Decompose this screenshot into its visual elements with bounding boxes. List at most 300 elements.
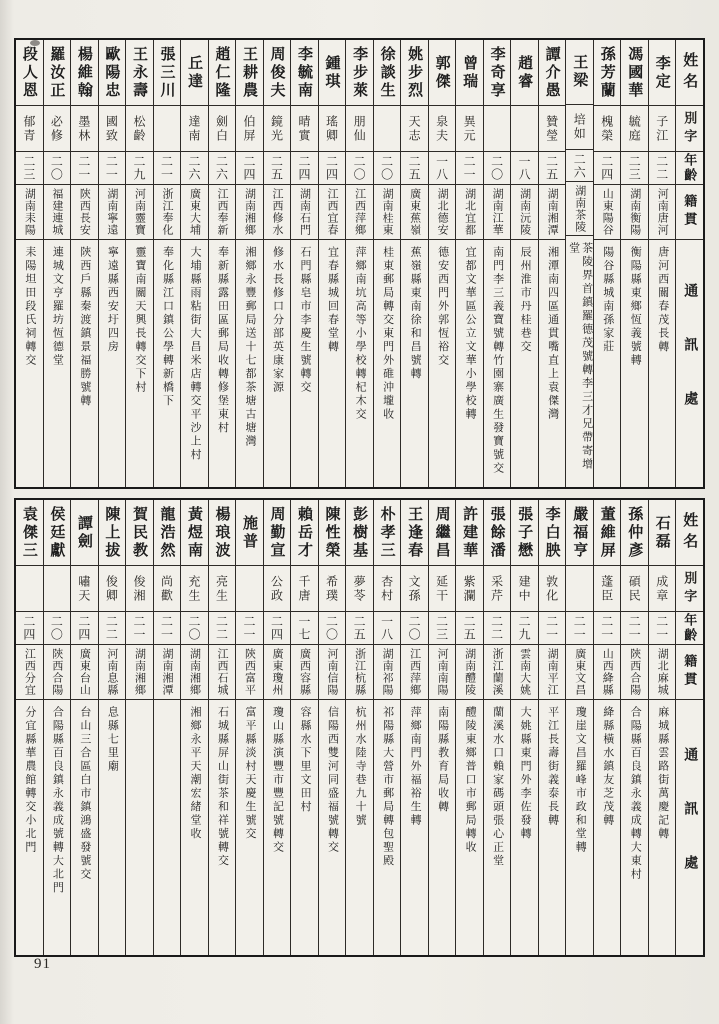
courtesy-name-cell: 毓庭	[621, 106, 648, 152]
native-place-cell: 河南南陽	[429, 645, 456, 700]
name-cell: 周繼昌	[429, 500, 456, 566]
person-column	[43, 500, 71, 955]
age-cell: 一八	[429, 152, 456, 185]
age-cell: 二一	[539, 612, 566, 645]
name-cell: 李奇享	[484, 40, 511, 106]
native-place-cell: 陝西長安	[71, 185, 98, 240]
native-place-cell: 湖南湘鄉	[181, 645, 208, 700]
courtesy-name-cell: 贊瑩	[539, 106, 566, 152]
native-place-cell: 浙江蘭溪	[484, 645, 511, 700]
person-column	[620, 500, 648, 955]
courtesy-name-cell: 公政	[264, 566, 291, 612]
address-cell: 石城縣屏山街茶和祥號轉交	[216, 706, 229, 868]
address-cell: 修水長修口分部英康家源	[271, 246, 284, 395]
courtesy-name-cell: 培如	[566, 105, 593, 150]
header-column	[675, 40, 703, 487]
column-header-age: 年齡	[676, 152, 703, 185]
name-cell: 姚步烈	[401, 40, 428, 106]
native-place-cell: 山東陽谷	[594, 185, 621, 240]
person-column	[510, 40, 538, 487]
courtesy-name-cell: 敦化	[539, 566, 566, 612]
courtesy-name-cell: 國致	[99, 106, 126, 152]
person-column	[208, 40, 236, 487]
address-cell: 寧遠縣西安圩四房	[106, 246, 119, 354]
person-column	[345, 40, 373, 487]
person-column	[538, 40, 566, 487]
courtesy-name-cell	[511, 106, 538, 152]
courtesy-name-cell: 伯屏	[236, 106, 263, 152]
courtesy-name-cell: 紫瀾	[456, 566, 483, 612]
column-header-name: 姓名	[676, 500, 703, 566]
address-cell: 瓊崖文昌羅峰市政和堂轉	[574, 706, 587, 855]
native-place-cell: 湖南湘潭	[539, 185, 566, 240]
address-cell: 大埔縣雨粘街大昌米店轉交平沙上村	[188, 246, 201, 462]
address-cell: 瓊山縣演豐市豐記號轉交	[271, 706, 284, 855]
address-cell: 南陽縣教育局收轉	[436, 706, 449, 814]
address-cell: 蕉嶺縣東南徐和昌號轉	[409, 246, 422, 381]
courtesy-name-cell	[484, 106, 511, 152]
name-cell: 譚劍	[71, 500, 98, 566]
address-cell: 平江長壽街義泰長轉	[546, 706, 559, 828]
courtesy-name-cell: 子江	[649, 106, 676, 152]
age-cell: 二四	[236, 152, 263, 185]
native-place-cell: 廣東大埔	[181, 185, 208, 240]
courtesy-name-cell: 杏村	[374, 566, 401, 612]
native-place-cell: 廣東文昌	[566, 645, 593, 700]
native-place-cell: 湖南衡陽	[621, 185, 648, 240]
age-cell: 二一	[621, 612, 648, 645]
courtesy-name-cell: 亮生	[209, 566, 236, 612]
person-column	[153, 500, 181, 955]
age-cell: 二五	[456, 612, 483, 645]
courtesy-name-cell: 天志	[401, 106, 428, 152]
address-cell: 祁陽縣大營市郵局轉包聖殿	[381, 706, 394, 868]
age-cell: 二一	[594, 612, 621, 645]
person-column	[648, 40, 676, 487]
age-cell: 二〇	[44, 152, 71, 185]
name-cell: 李毓南	[291, 40, 318, 106]
person-column	[43, 40, 71, 487]
age-cell: 二三	[429, 612, 456, 645]
person-column	[373, 500, 401, 955]
name-cell: 李白胦	[539, 500, 566, 566]
courtesy-name-cell: 俊湘	[126, 566, 153, 612]
age-cell: 一八	[374, 612, 401, 645]
courtesy-name-cell	[374, 106, 401, 152]
age-cell: 二三	[621, 152, 648, 185]
name-cell: 曾瑞	[456, 40, 483, 106]
name-cell: 趙睿	[511, 40, 538, 106]
name-cell: 王梁	[566, 40, 593, 105]
name-cell: 黃煜南	[181, 500, 208, 566]
age-cell: 二五	[401, 152, 428, 185]
address-cell: 奉新縣露田區郵局收轉修堡東村	[216, 246, 229, 435]
person-column	[538, 500, 566, 955]
person-column	[428, 40, 456, 487]
name-cell: 孫仲彥	[621, 500, 648, 566]
person-column	[180, 40, 208, 487]
courtesy-name-cell	[566, 566, 593, 612]
person-column	[648, 500, 676, 955]
column-header-native: 籍貫	[676, 645, 703, 700]
native-place-cell: 江西萍鄉	[346, 185, 373, 240]
age-cell: 二二	[209, 612, 236, 645]
person-column	[125, 40, 153, 487]
person-column	[70, 40, 98, 487]
address-cell	[126, 700, 153, 955]
name-cell: 張子懋	[511, 500, 538, 566]
age-cell: 二六	[209, 152, 236, 185]
native-place-cell: 湖南茶陵	[566, 182, 593, 236]
native-place-cell: 湖南醴陵	[456, 645, 483, 700]
address-cell: 石門縣皂市李慶生號轉交	[299, 246, 312, 395]
native-place-cell: 江西宜春	[319, 185, 346, 240]
address-cell: 絳縣橫水鎮友芝茂轉	[601, 706, 614, 828]
age-cell: 二九	[126, 152, 153, 185]
person-column	[235, 500, 263, 955]
courtesy-name-cell: 文孫	[401, 566, 428, 612]
native-place-cell: 湖南湘鄉	[236, 185, 263, 240]
address-cell: 大姚縣東門外李佐發轉	[519, 706, 532, 841]
address-cell: 富平縣淡村天慶生號交	[244, 706, 256, 841]
address-cell: 宜春縣城回春堂轉	[326, 246, 339, 354]
native-place-cell: 廣東蕉嶺	[401, 185, 428, 240]
person-column	[208, 500, 236, 955]
age-cell: 二四	[264, 612, 291, 645]
courtesy-name-cell: 鏡光	[264, 106, 291, 152]
age-cell: 一七	[291, 612, 318, 645]
person-column	[263, 500, 291, 955]
address-cell: 辰州淮市丹桂巷交	[519, 246, 532, 354]
person-column	[263, 40, 291, 487]
address-cell: 耒陽坦田段氏祠轉交	[23, 246, 36, 368]
name-cell: 楊琅波	[209, 500, 236, 566]
native-place-cell: 湖南平江	[539, 645, 566, 700]
person-column	[125, 500, 153, 955]
age-cell: 二一	[71, 152, 98, 185]
person-column	[620, 40, 648, 487]
person-column	[510, 500, 538, 955]
person-column	[455, 40, 483, 487]
address-cell: 信陽西雙河同盛福號轉交	[326, 706, 339, 855]
name-cell: 李定	[649, 40, 676, 106]
person-column	[70, 500, 98, 955]
native-place-cell: 湖北宜都	[456, 185, 483, 240]
age-cell: 二二	[99, 612, 126, 645]
address-cell: 桂東郵局轉交東門外碓沖壠收	[381, 246, 394, 422]
age-cell: 二一	[154, 152, 181, 185]
person-column	[290, 40, 318, 487]
page-number: 91	[34, 956, 51, 972]
column-header-addr: 通訊處	[682, 282, 698, 445]
address-cell: 合陽縣百良鎮永義成轉大東村	[629, 706, 642, 882]
name-cell: 王耕農	[236, 40, 263, 106]
person-column	[400, 40, 428, 487]
name-cell: 嚴福亨	[566, 500, 593, 566]
name-cell: 周俊夫	[264, 40, 291, 106]
courtesy-name-cell	[16, 566, 43, 612]
address-cell: 德安西門外郭恆裕交	[436, 246, 449, 368]
name-cell: 朴孝三	[374, 500, 401, 566]
address-cell: 連城文亨羅坊恆德堂	[51, 246, 64, 368]
name-cell: 歐陽忠	[99, 40, 126, 106]
native-place-cell: 浙江杭縣	[346, 645, 373, 700]
address-cell: 湘潭南四區通貫嘴直上袁傑灣	[546, 246, 559, 422]
name-cell: 陳性榮	[319, 500, 346, 566]
person-column	[98, 40, 126, 487]
name-cell: 楊維翰	[71, 40, 98, 106]
age-cell: 二〇	[484, 152, 511, 185]
name-cell: 郭傑	[429, 40, 456, 106]
native-place-cell: 湖南祁陽	[374, 645, 401, 700]
native-place-cell: 湖南石門	[291, 185, 318, 240]
native-place-cell: 江西奉新	[209, 185, 236, 240]
native-place-cell: 廣東瓊州	[264, 645, 291, 700]
age-cell: 二一	[126, 612, 153, 645]
address-cell: 湘鄉永平天潮宏緒堂收	[188, 706, 201, 841]
person-column	[345, 500, 373, 955]
courtesy-name-cell: 充生	[181, 566, 208, 612]
directory-table-bottom	[14, 498, 705, 957]
courtesy-name-cell: 泉夫	[429, 106, 456, 152]
courtesy-name-cell: 墨林	[71, 106, 98, 152]
age-cell: 二六	[566, 150, 593, 182]
person-column	[565, 500, 593, 955]
column-header-zi: 別字	[676, 106, 703, 152]
native-place-cell: 河南息縣	[99, 645, 126, 700]
address-cell: 杭州水陸寺巷九十號	[354, 706, 367, 828]
native-place-cell: 廣東台山	[71, 645, 98, 700]
courtesy-name-cell: 嘯天	[71, 566, 98, 612]
column-header-native: 籍貫	[676, 185, 703, 240]
address-cell: 合陽縣百良鎮永義成號轉大北門	[51, 706, 64, 895]
name-cell: 彭樹基	[346, 500, 373, 566]
native-place-cell: 河南信陽	[319, 645, 346, 700]
person-column	[153, 40, 181, 487]
age-cell: 二二	[649, 152, 676, 185]
address-cell: 唐河西關春茂長轉	[656, 246, 669, 354]
column-header-age: 年齡	[676, 612, 703, 645]
courtesy-name-cell: 延干	[429, 566, 456, 612]
native-place-cell: 江西修水	[264, 185, 291, 240]
age-cell: 二四	[319, 152, 346, 185]
native-place-cell: 湖南寧遠	[99, 185, 126, 240]
courtesy-name-cell: 尚歡	[154, 566, 181, 612]
age-cell: 二五	[264, 152, 291, 185]
address-cell: 麻城縣雲路街萬慶記轉	[656, 706, 669, 841]
person-column	[98, 500, 126, 955]
age-cell: 二〇	[44, 612, 71, 645]
native-place-cell: 湖南湘潭	[154, 645, 181, 700]
age-cell: 二一	[649, 612, 676, 645]
courtesy-name-cell: 采芹	[484, 566, 511, 612]
person-column	[16, 500, 43, 955]
name-cell: 龍浩然	[154, 500, 181, 566]
courtesy-name-cell: 朋仙	[346, 106, 373, 152]
courtesy-name-cell: 達南	[181, 106, 208, 152]
native-place-cell: 山西絳縣	[594, 645, 621, 700]
native-place-cell: 陝西富平	[236, 645, 263, 700]
age-cell: 二四	[594, 152, 621, 185]
courtesy-name-cell: 必修	[44, 106, 71, 152]
name-cell: 王逢春	[401, 500, 428, 566]
address-cell: 陝西戶縣秦渡鎮景福勝號轉	[78, 246, 91, 408]
courtesy-name-cell: 建中	[511, 566, 538, 612]
name-cell: 賴岳才	[291, 500, 318, 566]
person-column	[593, 500, 621, 955]
name-cell: 董維屏	[594, 500, 621, 566]
name-cell: 孫芳蘭	[594, 40, 621, 106]
address-cell: 台山三合區白市鎮鴻盛發號交	[78, 706, 91, 882]
age-cell: 二二	[484, 612, 511, 645]
age-cell: 二五	[539, 152, 566, 185]
name-cell: 陳上拔	[99, 500, 126, 566]
age-cell: 二六	[181, 152, 208, 185]
address-cell: 萍鄉南坑高等小學校轉杞木交	[354, 246, 367, 422]
age-cell: 二〇	[319, 612, 346, 645]
age-cell: 二一	[456, 152, 483, 185]
courtesy-name-cell: 松齡	[126, 106, 153, 152]
name-cell: 張三川	[154, 40, 181, 106]
person-column	[483, 40, 511, 487]
name-cell: 侯廷獻	[44, 500, 71, 566]
address-cell: 蘭溪水口賴家碼頭張心正堂	[491, 706, 504, 868]
person-column	[318, 40, 346, 487]
age-cell: 二一	[99, 152, 126, 185]
native-place-cell: 河南唐河	[649, 185, 676, 240]
courtesy-name-cell: 俊卿	[99, 566, 126, 612]
name-cell: 徐談生	[374, 40, 401, 106]
scan-smudge	[30, 40, 40, 46]
name-cell: 袁傑三	[16, 500, 43, 566]
native-place-cell: 湖南沅陵	[511, 185, 538, 240]
address-cell: 萍鄉南門外福裕生轉	[409, 706, 422, 828]
name-cell: 周勤宣	[264, 500, 291, 566]
age-cell: 二一	[566, 612, 593, 645]
native-place-cell: 廣西容縣	[291, 645, 318, 700]
native-place-cell: 江西分宜	[16, 645, 43, 700]
address-cell: 陽谷縣城南孫家莊	[601, 246, 614, 354]
native-place-cell: 河南靈寶	[126, 185, 153, 240]
name-cell: 馮國華	[621, 40, 648, 106]
person-column	[455, 500, 483, 955]
column-header-name: 姓名	[676, 40, 703, 106]
column-header-zi: 別字	[676, 566, 703, 612]
courtesy-name-cell: 蓬臣	[594, 566, 621, 612]
courtesy-name-cell	[44, 566, 71, 612]
native-place-cell: 陝西合陽	[44, 645, 71, 700]
native-place-cell: 雲南大姚	[511, 645, 538, 700]
age-cell: 二九	[511, 612, 538, 645]
courtesy-name-cell: 異元	[456, 106, 483, 152]
native-place-cell: 湖南江華	[484, 185, 511, 240]
name-cell: 石磊	[649, 500, 676, 566]
header-column	[675, 500, 703, 955]
name-cell: 施普	[236, 500, 263, 566]
age-cell: 二四	[71, 612, 98, 645]
age-cell: 二〇	[181, 612, 208, 645]
person-column	[16, 40, 43, 487]
courtesy-name-cell: 夢苓	[346, 566, 373, 612]
native-place-cell: 浙江奉化	[154, 185, 181, 240]
native-place-cell: 江西萍鄉	[401, 645, 428, 700]
person-column	[483, 500, 511, 955]
native-place-cell: 湖北德安	[429, 185, 456, 240]
age-cell: 二四	[16, 612, 43, 645]
courtesy-name-cell: 成章	[649, 566, 676, 612]
column-header-addr: 通訊處	[682, 746, 698, 909]
name-cell: 趙仁隆	[209, 40, 236, 106]
person-column	[400, 500, 428, 955]
courtesy-name-cell	[236, 566, 263, 612]
address-cell: 容縣水下里文田村	[299, 706, 312, 814]
person-column	[373, 40, 401, 487]
address-cell: 醴陵東鄉普口市郵局轉收	[464, 706, 477, 855]
name-cell: 段人恩	[16, 40, 43, 106]
courtesy-name-cell: 千唐	[291, 566, 318, 612]
native-place-cell: 湖南耒陽	[16, 185, 43, 240]
name-cell: 王永壽	[126, 40, 153, 106]
address-cell: 息縣七里廟	[106, 706, 119, 774]
person-column	[235, 40, 263, 487]
person-column	[565, 40, 593, 487]
age-cell: 二〇	[374, 152, 401, 185]
directory-table-top	[14, 38, 705, 489]
age-cell: 二三	[16, 152, 43, 185]
age-cell: 二一	[236, 612, 263, 645]
age-cell: 二〇	[401, 612, 428, 645]
age-cell: 二一	[154, 612, 181, 645]
address-cell: 茶陵界首鎮羅德茂號轉李三才兄帶寄增堂	[567, 242, 593, 472]
native-place-cell: 湖南桂東	[374, 185, 401, 240]
person-column	[180, 500, 208, 955]
name-cell: 張餘潘	[484, 500, 511, 566]
age-cell: 二四	[291, 152, 318, 185]
courtesy-name-cell: 希璞	[319, 566, 346, 612]
address-cell: 靈寶南關天興長轉交下村	[133, 246, 146, 395]
courtesy-name-cell: 槐榮	[594, 106, 621, 152]
address-cell	[154, 700, 181, 955]
native-place-cell: 湖南湘鄉	[126, 645, 153, 700]
age-cell: 二〇	[346, 152, 373, 185]
name-cell: 丘達	[181, 40, 208, 106]
age-cell: 一八	[511, 152, 538, 185]
person-column	[290, 500, 318, 955]
person-column	[593, 40, 621, 487]
name-cell: 譚介愚	[539, 40, 566, 106]
age-cell: 二五	[346, 612, 373, 645]
courtesy-name-cell: 劍白	[209, 106, 236, 152]
address-cell: 湘鄉永豐郵局送十七都茶塘古塘灣	[244, 246, 256, 449]
address-cell: 南門李三義寶號轉竹園寨廣生發寶號交	[491, 246, 504, 476]
name-cell: 羅汝正	[44, 40, 71, 106]
name-cell: 鍾琪	[319, 40, 346, 106]
courtesy-name-cell	[154, 106, 181, 152]
name-cell: 李步萊	[346, 40, 373, 106]
address-cell: 分宜縣華農館轉交小北門	[23, 706, 36, 855]
courtesy-name-cell: 瑤卿	[319, 106, 346, 152]
person-column	[428, 500, 456, 955]
address-cell: 宜都文華區公立文華小學校轉	[464, 246, 477, 422]
address-cell: 衡陽縣東鄉恆義號轉	[629, 246, 642, 368]
name-cell: 賀民教	[126, 500, 153, 566]
native-place-cell: 福建連城	[44, 185, 71, 240]
native-place-cell: 陝西合陽	[621, 645, 648, 700]
address-cell: 奉化縣江口鎮公學轉新橋下	[161, 246, 174, 408]
person-column	[318, 500, 346, 955]
courtesy-name-cell: 晴實	[291, 106, 318, 152]
courtesy-name-cell: 碩民	[621, 566, 648, 612]
